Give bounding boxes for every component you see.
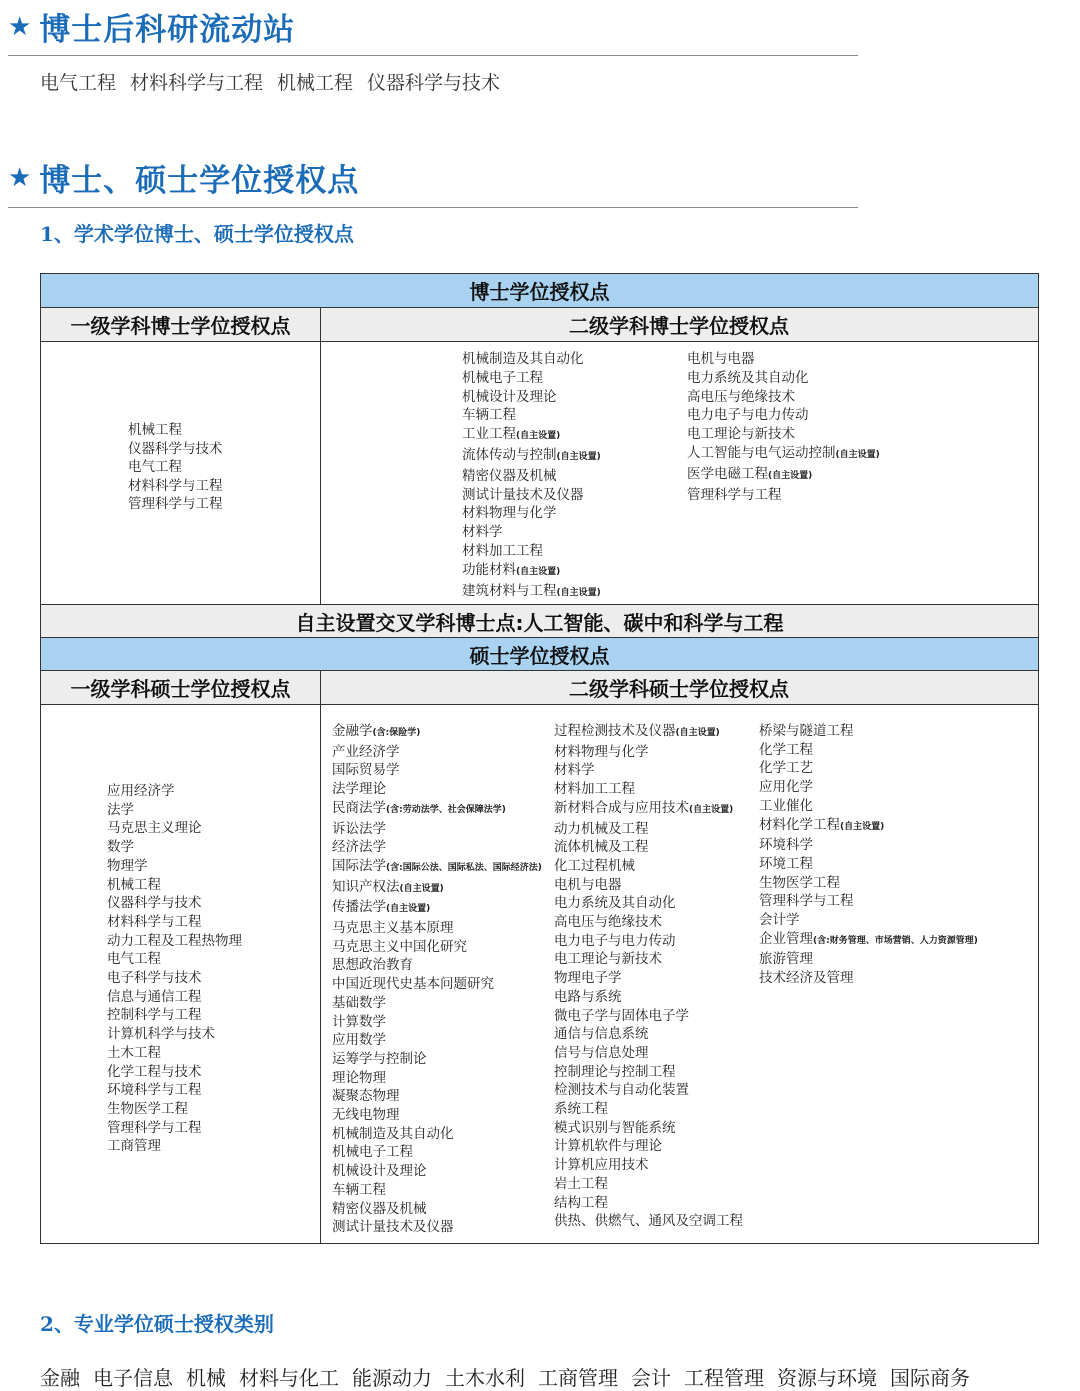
doctor-second-level-item xyxy=(687,465,880,486)
doctor-second-level-item xyxy=(687,486,880,505)
doctor-second-level-item xyxy=(462,369,601,388)
postdoc-section-heading xyxy=(8,4,295,49)
discipline-name: 流体传动与控制 xyxy=(462,446,557,463)
cross-discipline: 自主设置交叉学科博士点:人工智能、碳中和科学与工程 xyxy=(295,610,784,635)
master-second-level-item xyxy=(554,950,743,969)
discipline-name: 工业工程 xyxy=(462,426,516,443)
postdoc-title: 博士后科研流动站 xyxy=(39,12,296,48)
discipline-name: 微电子学与固体电子学 xyxy=(554,1007,689,1024)
discipline-name: 人工智能与电气运动控制 xyxy=(687,444,836,461)
discipline-name: 应用数学 xyxy=(332,1032,386,1049)
master-second-level-item xyxy=(332,857,542,878)
master-second-level-item xyxy=(554,1212,743,1231)
doctor-second-level-item xyxy=(462,542,601,561)
professional-category: 工商管理 xyxy=(538,1366,618,1390)
professional-category: 能源动力 xyxy=(352,1366,432,1390)
discipline-name: 思想政治教育 xyxy=(332,957,413,974)
professional-category: 国际商务 xyxy=(890,1366,970,1390)
discipline-name: 高电压与绝缘技术 xyxy=(687,388,795,405)
master-second-level-item xyxy=(759,759,978,778)
discipline-name: 机械制造及其自动化 xyxy=(462,351,584,367)
master-second-level-item xyxy=(554,838,743,857)
master-second-level-item xyxy=(332,1069,542,1088)
postdoc-station: 电气工程 xyxy=(40,72,117,94)
doctor-second-level-item xyxy=(462,523,601,542)
doctor-second-level-item xyxy=(462,561,601,582)
discipline-name: 机械制造及其自动化 xyxy=(332,1125,454,1142)
discipline-name: 通信与信息系统 xyxy=(554,1026,649,1043)
discipline-note: (含:财务管理、市场营销、人力资源管理) xyxy=(813,935,978,946)
master-second-level-item xyxy=(332,1218,542,1237)
master-second-level-item xyxy=(554,1156,743,1175)
master-second-level-item xyxy=(332,1125,542,1144)
doctor-col2-header: 二级学科博士学位授权点 xyxy=(569,314,789,338)
master-first-level-item: 应用经济学 xyxy=(107,783,175,799)
master-second-level-item xyxy=(554,1137,743,1156)
master-second-level-item xyxy=(332,1106,542,1125)
master-second-level-item xyxy=(759,892,978,911)
degree-section-heading xyxy=(8,155,359,200)
master-first-level-list xyxy=(107,782,242,1156)
master-second-level-item xyxy=(332,878,542,899)
master-second-level-item xyxy=(332,761,542,780)
discipline-name: 技术经济及管理 xyxy=(759,970,854,987)
doctor-first-level-item: 电气工程 xyxy=(128,459,182,475)
discipline-name: 国际贸易学 xyxy=(332,762,400,779)
master-second-level-item xyxy=(554,969,743,988)
doctor-header-row xyxy=(41,274,1038,308)
discipline-name: 工业催化 xyxy=(759,797,813,814)
doctor-first-level-item: 材料科学与工程 xyxy=(128,477,223,494)
doctor-header: 博士学位授权点 xyxy=(469,280,610,304)
master-first-level-item: 信息与通信工程 xyxy=(107,988,202,1005)
degree-title: 博士、硕士学位授权点 xyxy=(39,163,360,199)
discipline-name: 动力机械及工程 xyxy=(554,820,649,837)
master-second-level-item xyxy=(554,1025,743,1044)
discipline-name: 材料学 xyxy=(462,524,503,541)
discipline-name: 车辆工程 xyxy=(332,1181,386,1198)
doctor-second-level-item xyxy=(687,406,880,425)
master-second-level-item xyxy=(332,722,542,743)
postdoc-station-list xyxy=(40,68,514,95)
master-second-level-list-b xyxy=(554,722,743,1231)
doctor-second-level-item xyxy=(462,388,601,407)
discipline-name: 精密仪器及机械 xyxy=(332,1200,427,1217)
professional-category: 电子信息 xyxy=(93,1366,173,1390)
discipline-name: 信号与信息处理 xyxy=(554,1044,649,1061)
professional-category: 会计 xyxy=(631,1366,671,1390)
discipline-name: 机械设计及理论 xyxy=(462,388,557,405)
doctor-first-level-item: 机械工程 xyxy=(128,422,182,438)
discipline-note: (自主设置) xyxy=(840,821,885,832)
master-second-level-item xyxy=(332,1031,542,1050)
master-second-level-item xyxy=(554,1044,743,1063)
master-second-level-list-a xyxy=(332,722,542,1237)
discipline-name: 机械设计及理论 xyxy=(332,1163,427,1180)
master-first-level-item: 化学工程与技术 xyxy=(107,1063,202,1080)
master-second-level-item xyxy=(554,876,743,895)
professional-category: 工程管理 xyxy=(684,1366,764,1390)
professional-category: 金融 xyxy=(40,1366,80,1390)
master-second-level-item xyxy=(554,857,743,876)
professional-category: 材料与化工 xyxy=(239,1366,339,1390)
doctor-second-level-item xyxy=(687,388,880,407)
discipline-name: 传播法学 xyxy=(332,899,386,916)
discipline-name: 材料学 xyxy=(554,762,595,779)
discipline-name: 建筑材料与工程 xyxy=(462,582,557,599)
master-second-level-item xyxy=(332,938,542,957)
academic-heading: 1、学术学位博士、硕士学位授权点 xyxy=(40,222,354,246)
discipline-name: 计算机软件与理论 xyxy=(554,1138,662,1155)
discipline-name: 车辆工程 xyxy=(462,407,516,424)
master-second-level-item xyxy=(759,969,978,988)
professional-category: 资源与环境 xyxy=(777,1366,877,1390)
master-second-level-item xyxy=(759,778,978,797)
discipline-note: (自主设置) xyxy=(399,883,444,894)
doctor-second-level-item xyxy=(687,425,880,444)
discipline-name: 医学电磁工程 xyxy=(687,465,768,482)
master-first-level-item: 生物医学工程 xyxy=(107,1100,188,1117)
master-second-level-item xyxy=(332,780,542,799)
discipline-name: 环境工程 xyxy=(759,855,813,872)
master-first-level-item: 法学 xyxy=(107,801,134,818)
discipline-name: 基础数学 xyxy=(332,994,386,1011)
postdoc-station: 机械工程 xyxy=(277,72,354,94)
discipline-name: 凝聚态物理 xyxy=(332,1088,400,1105)
divider xyxy=(8,207,858,208)
discipline-name: 岩土工程 xyxy=(554,1175,608,1192)
master-second-level-item xyxy=(554,894,743,913)
discipline-note: (含:劳动法学、社会保障法学) xyxy=(386,804,506,815)
discipline-name: 电路与系统 xyxy=(554,988,622,1005)
discipline-name: 管理科学与工程 xyxy=(759,893,854,910)
master-second-level-item xyxy=(554,1194,743,1213)
master-first-level-item: 控制科学与工程 xyxy=(107,1007,202,1024)
master-second-level-item xyxy=(332,838,542,857)
master-first-level-item: 仪器科学与技术 xyxy=(107,895,202,912)
master-second-level-item xyxy=(554,820,743,839)
master-first-level-item: 电子科学与技术 xyxy=(107,970,202,987)
star-icon: ★ xyxy=(8,162,32,193)
doctor-second-level-item xyxy=(462,486,601,505)
star-icon: ★ xyxy=(8,11,32,42)
discipline-name: 系统工程 xyxy=(554,1101,608,1118)
discipline-name: 过程检测技术及仪器 xyxy=(554,723,676,739)
discipline-name: 企业管理 xyxy=(759,930,813,947)
master-first-level-item: 数学 xyxy=(107,839,134,856)
discipline-name: 精密仪器及机械 xyxy=(462,467,557,484)
discipline-note: (含:国际公法、国际私法、国际经济法) xyxy=(386,862,542,873)
discipline-note: (自主设置) xyxy=(516,431,561,442)
discipline-name: 化工过程机械 xyxy=(554,857,635,874)
master-first-level-item: 管理科学与工程 xyxy=(107,1119,202,1136)
discipline-name: 材料化学工程 xyxy=(759,816,840,833)
master-first-level-item: 电气工程 xyxy=(107,951,161,968)
master-first-level-item: 材料科学与工程 xyxy=(107,913,202,930)
master-second-level-item xyxy=(554,1175,743,1194)
master-second-level-item xyxy=(332,994,542,1013)
discipline-name: 运筹学与控制论 xyxy=(332,1050,427,1067)
master-second-level-item xyxy=(332,1200,542,1219)
discipline-name: 中国近现代史基本问题研究 xyxy=(332,976,494,993)
discipline-name: 旅游管理 xyxy=(759,951,813,968)
professional-category: 土木水利 xyxy=(445,1366,525,1390)
discipline-name: 流体机械及工程 xyxy=(554,839,649,856)
master-second-level-item xyxy=(554,1063,743,1082)
discipline-name: 电力系统及其自动化 xyxy=(687,369,809,386)
discipline-name: 检测技术与自动化装置 xyxy=(554,1082,689,1099)
discipline-name: 产业经济学 xyxy=(332,743,400,760)
discipline-name: 电机与电器 xyxy=(687,351,755,367)
doctor-second-level-item xyxy=(462,467,601,486)
discipline-name: 材料物理与化学 xyxy=(462,505,557,522)
doctor-second-level-list-a xyxy=(462,350,601,602)
divider xyxy=(8,55,858,56)
discipline-name: 国际法学 xyxy=(332,857,386,874)
doctor-col1-header: 一级学科博士学位授权点 xyxy=(70,314,291,338)
discipline-name: 材料物理与化学 xyxy=(554,743,649,760)
master-second-level-item xyxy=(332,820,542,839)
discipline-name: 新材料合成与应用技术 xyxy=(554,799,689,816)
degree-table xyxy=(40,273,1039,1244)
master-second-level-item xyxy=(332,975,542,994)
master-col1-header: 一级学科硕士学位授权点 xyxy=(70,677,291,701)
doctor-second-level-item xyxy=(462,504,601,523)
master-second-level-item xyxy=(759,930,978,951)
professional-category: 机械 xyxy=(186,1366,226,1390)
master-first-level-item: 机械工程 xyxy=(107,876,161,893)
discipline-name: 化学工艺 xyxy=(759,760,813,777)
discipline-name: 计算机应用技术 xyxy=(554,1157,649,1174)
master-second-level-item xyxy=(554,780,743,799)
discipline-name: 诉讼法学 xyxy=(332,820,386,837)
discipline-note: (自主设置) xyxy=(689,804,734,815)
master-second-level-item xyxy=(554,761,743,780)
master-second-level-item xyxy=(554,1119,743,1138)
master-second-level-item xyxy=(554,743,743,762)
discipline-note: (自主设置) xyxy=(768,470,813,481)
discipline-name: 桥梁与隧道工程 xyxy=(759,723,854,739)
doctor-second-level-item xyxy=(687,369,880,388)
discipline-name: 化学工程 xyxy=(759,741,813,758)
doctor-second-level-item xyxy=(462,446,601,467)
postdoc-station: 仪器科学与技术 xyxy=(367,72,501,94)
master-second-level-item xyxy=(759,836,978,855)
discipline-name: 模式识别与智能系统 xyxy=(554,1119,676,1136)
discipline-name: 材料加工工程 xyxy=(462,542,543,559)
discipline-name: 马克思主义中国化研究 xyxy=(332,938,467,955)
discipline-note: (含:保险学) xyxy=(372,728,421,738)
discipline-name: 民商法学 xyxy=(332,799,386,816)
discipline-name: 功能材料 xyxy=(462,561,516,578)
discipline-name: 材料加工工程 xyxy=(554,781,635,798)
master-second-level-item xyxy=(332,1087,542,1106)
master-first-level-item: 环境科学与工程 xyxy=(107,1082,202,1099)
master-col2-header: 二级学科硕士学位授权点 xyxy=(569,677,789,701)
professional-heading: 2、专业学位硕士授权类别 xyxy=(40,1312,274,1336)
doctor-second-level-list-b xyxy=(687,350,880,504)
discipline-name: 机械电子工程 xyxy=(332,1144,413,1161)
discipline-name: 机械电子工程 xyxy=(462,369,543,386)
discipline-name: 物理电子学 xyxy=(554,970,622,987)
discipline-note: (自主设置) xyxy=(516,566,561,577)
master-header-row xyxy=(41,638,1038,671)
doctor-body-row xyxy=(41,342,1038,605)
discipline-note: (自主设置) xyxy=(835,449,880,460)
master-second-level-item xyxy=(759,950,978,969)
master-column-header-row xyxy=(41,671,1038,705)
master-second-level-item xyxy=(554,1081,743,1100)
master-header: 硕士学位授权点 xyxy=(469,643,610,668)
master-second-level-item xyxy=(759,741,978,760)
discipline-name: 会计学 xyxy=(759,912,800,929)
discipline-note: (自主设置) xyxy=(556,587,601,598)
doctor-first-level-list xyxy=(128,421,223,514)
discipline-name: 高电压与绝缘技术 xyxy=(554,914,662,931)
discipline-name: 理论物理 xyxy=(332,1069,386,1086)
master-first-level-item: 土木工程 xyxy=(107,1044,161,1061)
master-second-level-item xyxy=(332,956,542,975)
discipline-name: 无线电物理 xyxy=(332,1107,400,1124)
master-second-level-item xyxy=(759,874,978,893)
doctor-first-level-item: 仪器科学与技术 xyxy=(128,440,223,457)
master-second-level-item xyxy=(759,722,978,741)
discipline-name: 应用化学 xyxy=(759,779,813,796)
discipline-name: 金融学 xyxy=(332,723,373,739)
discipline-note: (自主设置) xyxy=(556,451,601,462)
master-second-level-item xyxy=(332,799,542,820)
doctor-second-level-item xyxy=(462,425,601,446)
master-first-level-item: 马克思主义理论 xyxy=(107,820,202,837)
discipline-name: 电工理论与新技术 xyxy=(554,951,662,968)
discipline-name: 电机与电器 xyxy=(554,876,622,893)
master-second-level-item xyxy=(759,797,978,816)
master-second-level-item xyxy=(332,1143,542,1162)
master-second-level-item xyxy=(554,913,743,932)
master-second-level-list-c xyxy=(759,722,978,988)
discipline-name: 知识产权法 xyxy=(332,878,400,895)
master-second-level-item xyxy=(332,1181,542,1200)
master-first-level-item: 动力工程及工程热物理 xyxy=(107,932,242,949)
discipline-name: 马克思主义基本原理 xyxy=(332,920,454,937)
master-second-level-item xyxy=(554,722,743,743)
doctor-second-level-item xyxy=(462,406,601,425)
doctor-second-level-item xyxy=(687,350,880,369)
discipline-name: 电力系统及其自动化 xyxy=(554,895,676,912)
discipline-name: 结构工程 xyxy=(554,1194,608,1211)
master-second-level-item xyxy=(332,1162,542,1181)
master-second-level-item xyxy=(332,898,542,919)
master-second-level-item xyxy=(554,799,743,820)
doctor-second-level-item xyxy=(687,444,880,465)
discipline-name: 环境科学 xyxy=(759,837,813,854)
master-second-level-item xyxy=(332,1013,542,1032)
master-second-level-item xyxy=(332,1050,542,1069)
discipline-name: 测试计量技术及仪器 xyxy=(332,1219,454,1236)
doctor-second-level-item xyxy=(462,582,601,603)
discipline-name: 供热、供燃气、通风及空调工程 xyxy=(554,1213,743,1230)
discipline-name: 经济法学 xyxy=(332,839,386,856)
master-first-level-item: 物理学 xyxy=(107,857,148,874)
master-second-level-item xyxy=(332,919,542,938)
doctor-first-level-item: 管理科学与工程 xyxy=(128,496,223,512)
master-body-row xyxy=(41,705,1038,1244)
discipline-note: (自主设置) xyxy=(675,728,720,738)
discipline-name: 法学理论 xyxy=(332,781,386,798)
cross-discipline-row xyxy=(41,605,1038,638)
master-second-level-item xyxy=(554,932,743,951)
discipline-name: 管理科学与工程 xyxy=(687,486,782,503)
master-second-level-item xyxy=(759,816,978,837)
discipline-name: 电工理论与新技术 xyxy=(687,426,795,443)
discipline-name: 电力电子与电力传动 xyxy=(554,932,676,949)
master-first-level-item: 计算机科学与技术 xyxy=(107,1026,215,1043)
doctor-second-level-item xyxy=(462,350,601,369)
master-second-level-item xyxy=(332,743,542,762)
discipline-name: 测试计量技术及仪器 xyxy=(462,486,584,503)
master-second-level-item xyxy=(554,1100,743,1119)
doctor-column-header-row xyxy=(41,308,1038,342)
master-second-level-item xyxy=(554,988,743,1007)
discipline-note: (自主设置) xyxy=(386,904,431,915)
master-second-level-item xyxy=(554,1007,743,1026)
discipline-name: 计算数学 xyxy=(332,1013,386,1030)
discipline-name: 电力电子与电力传动 xyxy=(687,407,809,424)
postdoc-station: 材料科学与工程 xyxy=(130,72,264,94)
master-second-level-item xyxy=(759,855,978,874)
discipline-name: 生物医学工程 xyxy=(759,874,840,891)
master-second-level-item xyxy=(759,911,978,930)
master-first-level-item: 工商管理 xyxy=(107,1138,161,1155)
discipline-name: 控制理论与控制工程 xyxy=(554,1063,676,1080)
